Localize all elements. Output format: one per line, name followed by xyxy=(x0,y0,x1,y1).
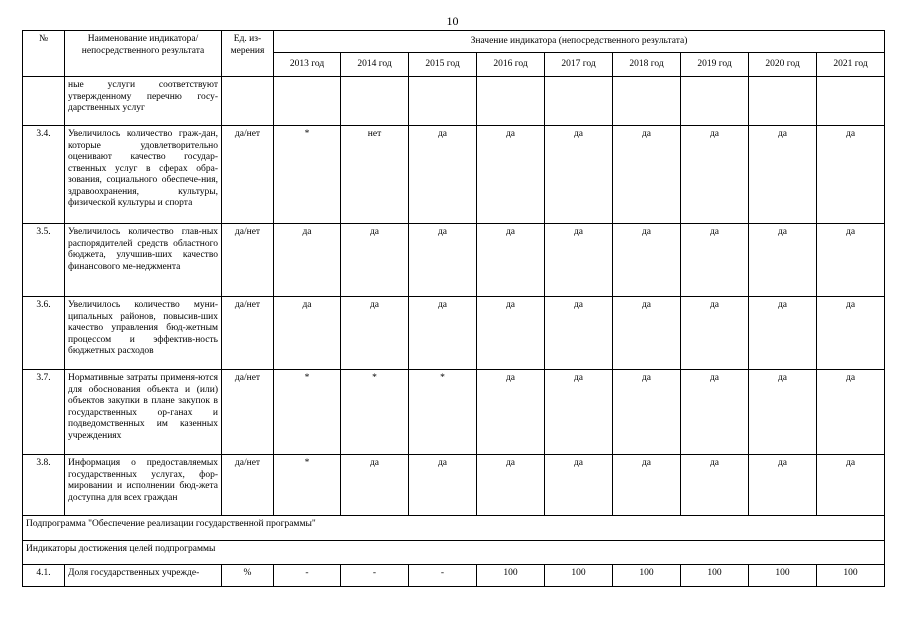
row-value: да xyxy=(477,126,545,224)
row-value: * xyxy=(274,455,341,516)
table-row xyxy=(23,224,885,297)
row-value: да xyxy=(749,297,817,370)
row-value: да xyxy=(477,455,545,516)
header-year: 2014 год xyxy=(341,53,409,77)
page-number: 10 xyxy=(446,14,459,28)
row-value: да xyxy=(817,297,885,370)
row-value xyxy=(341,77,409,126)
row-value: 100 xyxy=(749,565,817,587)
row-unit: да/нет xyxy=(222,297,274,370)
row-value: да xyxy=(749,126,817,224)
row-num: 4.1. xyxy=(23,565,65,587)
row-unit: да/нет xyxy=(222,224,274,297)
row-value: - xyxy=(341,565,409,587)
row-value: да xyxy=(545,455,613,516)
row-value: * xyxy=(274,126,341,224)
header-unit: Ед. из-мерения xyxy=(222,31,274,77)
row-unit xyxy=(222,77,274,126)
indicators-row xyxy=(23,541,885,565)
row-name: Увеличилось количество муни-ципальных районов, повысив-ших качество управления бюд-жетным процессом и эффектив-ность бюджетных расходов xyxy=(65,297,222,370)
row-unit: да/нет xyxy=(222,126,274,224)
row-value: 100 xyxy=(681,565,749,587)
header-year: 2017 год xyxy=(545,53,613,77)
row-value: да xyxy=(613,370,681,455)
row-unit: % xyxy=(222,565,274,587)
header-year: 2020 год xyxy=(749,53,817,77)
row-value xyxy=(749,77,817,126)
row-value: да xyxy=(409,224,477,297)
row-num: 3.8. xyxy=(23,455,65,516)
row-value xyxy=(274,77,341,126)
row-value: да xyxy=(409,297,477,370)
row-num: 3.7. xyxy=(23,370,65,455)
row-value: да xyxy=(274,224,341,297)
row-value xyxy=(817,77,885,126)
table-row xyxy=(23,455,885,516)
row-value: - xyxy=(409,565,477,587)
row-name: Доля государственных учрежде- xyxy=(65,565,222,587)
row-value: да xyxy=(545,370,613,455)
row-value: да xyxy=(681,224,749,297)
row-num: 3.5. xyxy=(23,224,65,297)
row-name: ные услуги соответствуют утвержденному перечню госу-дарственных услуг xyxy=(65,77,222,126)
row-value: да xyxy=(545,224,613,297)
row-value: да xyxy=(817,370,885,455)
row-value xyxy=(613,77,681,126)
header-year: 2019 год xyxy=(681,53,749,77)
row-value: да xyxy=(341,224,409,297)
row-name: Увеличилось количество глав-ных распорядителей средств областного бюджета, улучшив-ших качество финансового ме-неджмента xyxy=(65,224,222,297)
row-value: да xyxy=(613,224,681,297)
table-row xyxy=(23,297,885,370)
row-value: да xyxy=(817,455,885,516)
row-value: да xyxy=(613,455,681,516)
header-year: 2021 год xyxy=(817,53,885,77)
row-value: да xyxy=(341,297,409,370)
row-value: * xyxy=(274,370,341,455)
row-value: нет xyxy=(341,126,409,224)
row-unit: да/нет xyxy=(222,455,274,516)
indicators-title: Индикаторы достижения целей подпрограммы xyxy=(23,541,885,565)
row-value: да xyxy=(545,126,613,224)
row-value: да xyxy=(817,224,885,297)
row-value: да xyxy=(409,455,477,516)
row-value: 100 xyxy=(613,565,681,587)
row-value: да xyxy=(681,297,749,370)
row-value: да xyxy=(341,455,409,516)
row-name: Увеличилось количество граж-дан, которые удовлетворительно оценивают качество государ-ственных услуг в сферах обра-зования, социального обеспече-ния, здравоохранения, культуры, физической культуры и спорта xyxy=(65,126,222,224)
header-year: 2013 год xyxy=(274,53,341,77)
row-value: да xyxy=(749,370,817,455)
indicator-table xyxy=(22,30,885,587)
row-value: да xyxy=(274,297,341,370)
subprogram-row xyxy=(23,516,885,541)
header-year: 2018 год xyxy=(613,53,681,77)
row-value: да xyxy=(681,126,749,224)
row-num: 3.4. xyxy=(23,126,65,224)
row-value: да xyxy=(613,126,681,224)
row-value xyxy=(409,77,477,126)
row-value: - xyxy=(274,565,341,587)
row-num xyxy=(23,77,65,126)
row-num: 3.6. xyxy=(23,297,65,370)
subprogram-title: Подпрограмма "Обеспечение реализации государственной программы" xyxy=(23,516,885,541)
row-unit: да/нет xyxy=(222,370,274,455)
header-values-group: Значение индикатора (непосредственного результата) xyxy=(274,31,885,53)
table-row xyxy=(23,126,885,224)
table-row xyxy=(23,77,885,126)
header-year: 2015 год xyxy=(409,53,477,77)
row-name: Информация о предоставляемых государственных услугах, фор-мировании и исполнении бюд-жета доступна для всех граждан xyxy=(65,455,222,516)
row-value: 100 xyxy=(545,565,613,587)
row-value xyxy=(681,77,749,126)
row-value: да xyxy=(477,370,545,455)
row-value: да xyxy=(749,224,817,297)
row-value: да xyxy=(409,126,477,224)
row-value: да xyxy=(749,455,817,516)
row-value: да xyxy=(681,370,749,455)
row-value: да xyxy=(681,455,749,516)
row-value: * xyxy=(341,370,409,455)
header-name: Наименование индикатора/ непосредственного результата xyxy=(65,31,222,77)
header-num: № xyxy=(23,31,65,77)
row-value: 100 xyxy=(477,565,545,587)
row-value: да xyxy=(477,297,545,370)
row-name: Нормативные затраты применя-ются для обоснования объекта и (или) объектов закупки в плане закупок в государственных ор-ганах и подведомственных им казенных учреждениях xyxy=(65,370,222,455)
table-row xyxy=(23,370,885,455)
row-value: да xyxy=(545,297,613,370)
row-value: да xyxy=(817,126,885,224)
row-value xyxy=(545,77,613,126)
row-value: да xyxy=(477,224,545,297)
row-value: да xyxy=(613,297,681,370)
table-row xyxy=(23,565,885,587)
row-value: 100 xyxy=(817,565,885,587)
row-value xyxy=(477,77,545,126)
header-year: 2016 год xyxy=(477,53,545,77)
row-value: * xyxy=(409,370,477,455)
